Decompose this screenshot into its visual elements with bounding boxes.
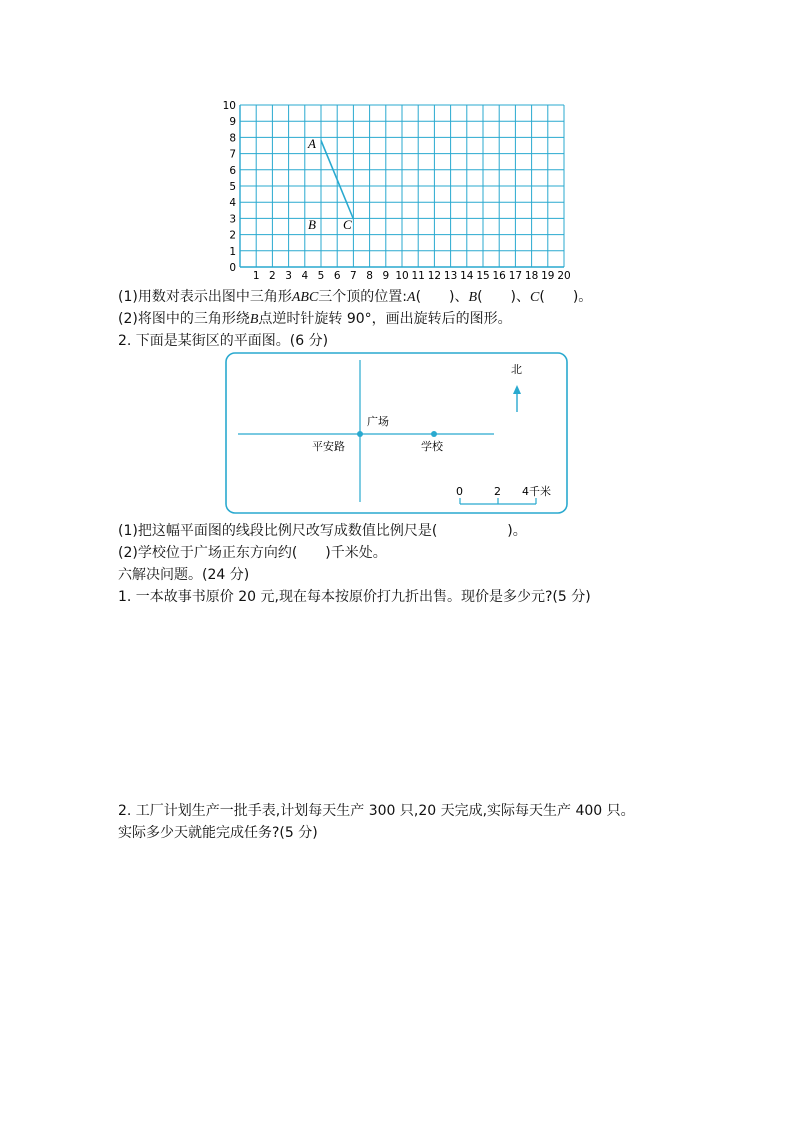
y-tick-label: 3 — [229, 213, 236, 226]
y-tick-label: 4 — [229, 197, 236, 210]
problem-2-line-1: 2. 工厂计划生产一批手表,计划每天生产 300 只,20 天完成,实际每天生产 400 只。 — [118, 803, 635, 819]
x-tick-label: 11 — [411, 270, 425, 282]
q1-c-blank[interactable]: ( )。 — [539, 289, 593, 305]
school-dot — [431, 431, 437, 437]
vertex-label-a: A — [308, 136, 316, 151]
x-tick-label: 2 — [269, 270, 276, 282]
y-tick-label: 9 — [229, 116, 236, 129]
road-label: 平安路 — [312, 440, 345, 453]
x-tick-label: 15 — [476, 270, 490, 282]
scale-label-0: 0 — [456, 485, 463, 498]
x-tick-label: 20 — [557, 270, 571, 282]
section-6-title: 六解决问题。(24 分) — [118, 567, 250, 583]
square-dot — [357, 431, 363, 437]
y-tick-label: 10 — [222, 100, 236, 112]
scale-label-4: 4千米 — [522, 485, 551, 498]
q1-b-blank[interactable]: ( )、 — [477, 289, 531, 305]
north-label: 北 — [511, 363, 522, 376]
x-tick-label: 18 — [524, 270, 539, 282]
x-tick-label: 1 — [252, 270, 260, 282]
y-tick-label: 8 — [229, 132, 236, 145]
x-tick-label: 7 — [350, 270, 357, 282]
y-tick-label: 6 — [229, 164, 236, 177]
q2-b: B — [249, 312, 259, 327]
x-tick-label: 9 — [382, 270, 390, 282]
x-tick-label: 10 — [395, 270, 409, 282]
x-tick-label: 3 — [285, 270, 292, 282]
q1-b: B — [468, 290, 478, 305]
grid-lines — [240, 105, 564, 267]
vertex-label-b: B — [308, 217, 316, 232]
scale-label-2: 2 — [494, 485, 501, 498]
question-2 — [118, 310, 512, 329]
y-tick-label: 1 — [229, 245, 236, 258]
map-question-1: (1)把这幅平面图的线段比例尺改写成数值比例尺是( )。 — [118, 523, 527, 539]
square-label: 广场 — [367, 415, 389, 428]
x-tick-label: 16 — [492, 270, 506, 282]
q1-abc: ABC — [291, 290, 319, 305]
q2-suffix: 点逆时针旋转 90°，画出旋转后的图形。 — [258, 311, 512, 327]
q1-a: A — [407, 290, 416, 305]
x-axis-labels — [253, 270, 571, 282]
school-label: 学校 — [421, 440, 443, 453]
vertex-label-c: C — [343, 217, 352, 232]
question-1 — [118, 288, 592, 307]
q1-mid: 三个顶的位置: — [318, 289, 408, 305]
q2-prefix: (2)将图中的三角形绕 — [118, 311, 250, 327]
q1-a-blank[interactable]: ( )、 — [415, 289, 469, 305]
coordinate-grid — [220, 96, 580, 282]
x-tick-label: 8 — [366, 270, 373, 282]
x-tick-label: 5 — [317, 270, 325, 282]
y-tick-label: 7 — [229, 148, 236, 161]
problem-1: 1. 一本故事书原价 20 元,现在每本按原价打九折出售。现价是多少元?(5 分) — [118, 589, 591, 605]
x-tick-label: 14 — [460, 270, 474, 282]
y-axis-labels — [223, 100, 237, 274]
x-tick-label: 13 — [443, 270, 458, 282]
y-tick-label: 0 — [229, 262, 236, 274]
street-map — [224, 352, 570, 516]
y-tick-label: 2 — [229, 229, 236, 242]
x-tick-label: 4 — [301, 270, 309, 282]
x-tick-label: 17 — [508, 270, 523, 282]
map-question-2: (2)学校位于广场正东方向约( )千米处。 — [118, 545, 387, 561]
q1-c: C — [530, 290, 540, 305]
section-2-title: 2. 下面是某街区的平面图。(6 分) — [118, 333, 329, 349]
north-arrow-head-icon — [513, 385, 521, 394]
q1-prefix: (1)用数对表示出图中三角形 — [118, 289, 292, 305]
map-frame — [226, 353, 567, 513]
y-tick-label: 5 — [229, 181, 236, 193]
x-tick-label: 19 — [541, 270, 555, 282]
problem-2-line-2: 实际多少天就能完成任务?(5 分) — [118, 825, 318, 841]
x-tick-label: 12 — [427, 270, 442, 282]
x-tick-label: 6 — [333, 270, 341, 282]
